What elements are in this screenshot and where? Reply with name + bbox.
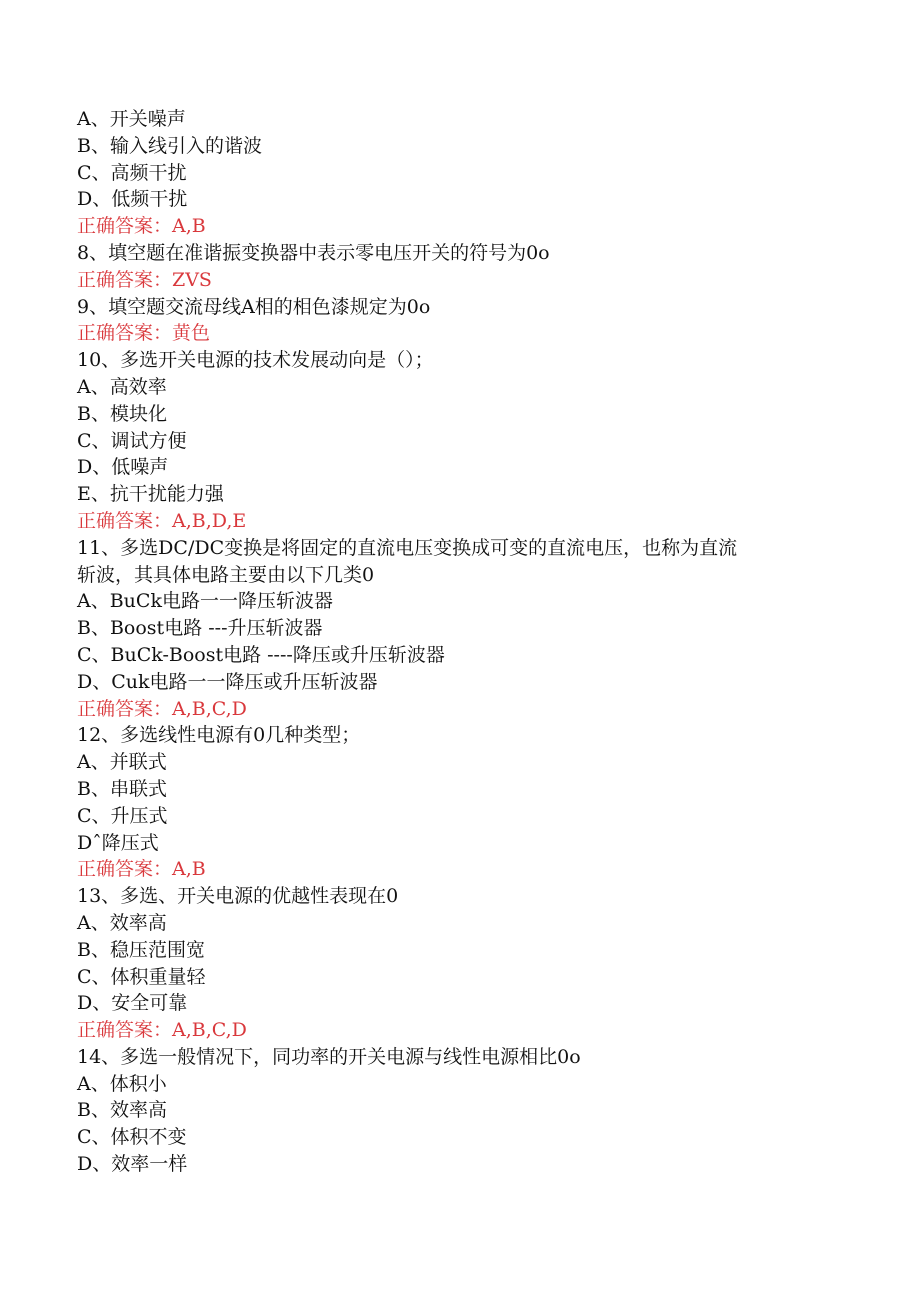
option-line: B、模块化 <box>77 402 167 425</box>
answer-line: 正确答案：A,B,C,D <box>77 697 247 720</box>
option-line: D、安全可靠 <box>77 992 188 1015</box>
option-line: Dˆ降压式 <box>77 831 159 854</box>
option-line: C、体积不变 <box>77 1126 187 1149</box>
option-line: D、低噪声 <box>77 456 169 479</box>
question-line: 11、多选DC/DC变换是将固定的直流电压变换成可变的直流电压，也称为直流 <box>77 536 738 559</box>
question-line: 9、填空题交流母线A相的相色漆规定为0o <box>77 295 431 318</box>
option-line: D、低频干扰 <box>77 188 188 211</box>
answer-line: 正确答案：A,B,D,E <box>77 509 247 532</box>
answer-line: 正确答案：黄色 <box>77 322 211 345</box>
option-line: E、抗干扰能力强 <box>77 483 224 506</box>
answer-line: 正确答案：A,B,C,D <box>77 1019 247 1042</box>
question-line: 13、多选、开关电源的优越性表现在0 <box>77 885 399 908</box>
option-line: A、高效率 <box>77 375 167 398</box>
option-line: B、串联式 <box>77 777 167 800</box>
option-line: A、并联式 <box>77 751 167 774</box>
option-line: B、稳压范围宽 <box>77 938 205 961</box>
question-line-continued: 斩波，其具体电路主要由以下几类0 <box>77 563 375 586</box>
option-line: C、BuCk-Boost电路 ----降压或升压斩波器 <box>77 643 445 666</box>
option-line: B、效率高 <box>77 1099 167 1122</box>
option-line: A、体积小 <box>77 1072 167 1095</box>
option-line: A、开关噪声 <box>77 108 186 130</box>
answer-line: 正确答案：A,B <box>77 215 206 238</box>
option-line: A、效率高 <box>77 911 167 934</box>
option-line: C、高频干扰 <box>77 161 187 184</box>
question-line: 10、多选开关电源的技术发展动向是（）； <box>77 349 434 372</box>
question-line: 8、填空题在准谐振变换器中表示零电压开关的符号为0o <box>77 241 550 264</box>
question-line: 14、多选一般情况下，同功率的开关电源与线性电源相比0o <box>77 1045 581 1068</box>
document-page <box>0 106 920 1178</box>
answer-line: 正确答案：ZVS <box>77 268 212 291</box>
answer-line: 正确答案：A,B <box>77 858 206 881</box>
option-line: C、调试方便 <box>77 429 187 452</box>
option-line: D、效率一样 <box>77 1153 188 1176</box>
option-line: B、Boost电路 ---升压斩波器 <box>77 617 323 640</box>
option-line: D、Cuk电路一一降压或升压斩波器 <box>77 670 378 693</box>
option-line: B、输入线引入的谐波 <box>77 134 262 157</box>
option-line: C、体积重量轻 <box>77 965 206 988</box>
option-line: A、BuCk电路一一降压斩波器 <box>77 590 333 613</box>
option-line: C、升压式 <box>77 804 168 827</box>
question-line: 12、多选线性电源有0几种类型； <box>77 724 361 747</box>
